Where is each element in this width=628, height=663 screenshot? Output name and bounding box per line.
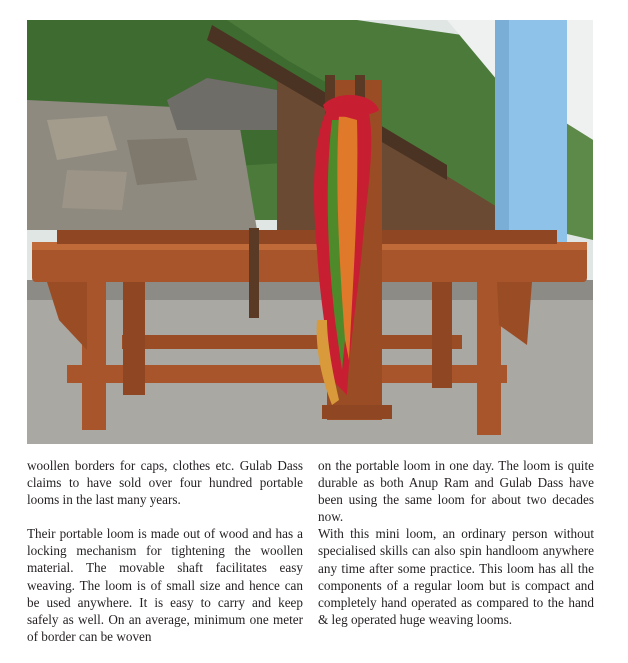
right-paragraph-1: on the portable loom in one day. The loom is quite durable as both Anup Ram and Gulab Dass have been using the same loom for about two decades now. bbox=[318, 458, 594, 525]
left-paragraph-2: Their portable loom is made out of wood and has a locking mechanism for tightening the woollen material. The movable shaft facilitates easy weaving. The loom is of small size and hence can be used anywhere. It is easy to carry and keep safely as well. On an average, minimum one meter of border can be woven bbox=[27, 526, 303, 644]
right-paragraph-2: With this mini loom, an ordinary person without specialised skills can also spin handloom anywhere any time after some practice. This loom has all the components of a regular loom but is compact and completely hand operated as compared to the hand & leg operated huge weaving looms. bbox=[318, 526, 594, 627]
loom-photo-illustration bbox=[27, 20, 593, 444]
left-column bbox=[27, 457, 303, 645]
right-column bbox=[318, 457, 594, 628]
loom-photo bbox=[27, 20, 593, 444]
left-paragraph-1: woollen borders for caps, clothes etc. Gulab Dass claims to have sold over four hundred portable looms in the last many years. bbox=[27, 458, 303, 508]
